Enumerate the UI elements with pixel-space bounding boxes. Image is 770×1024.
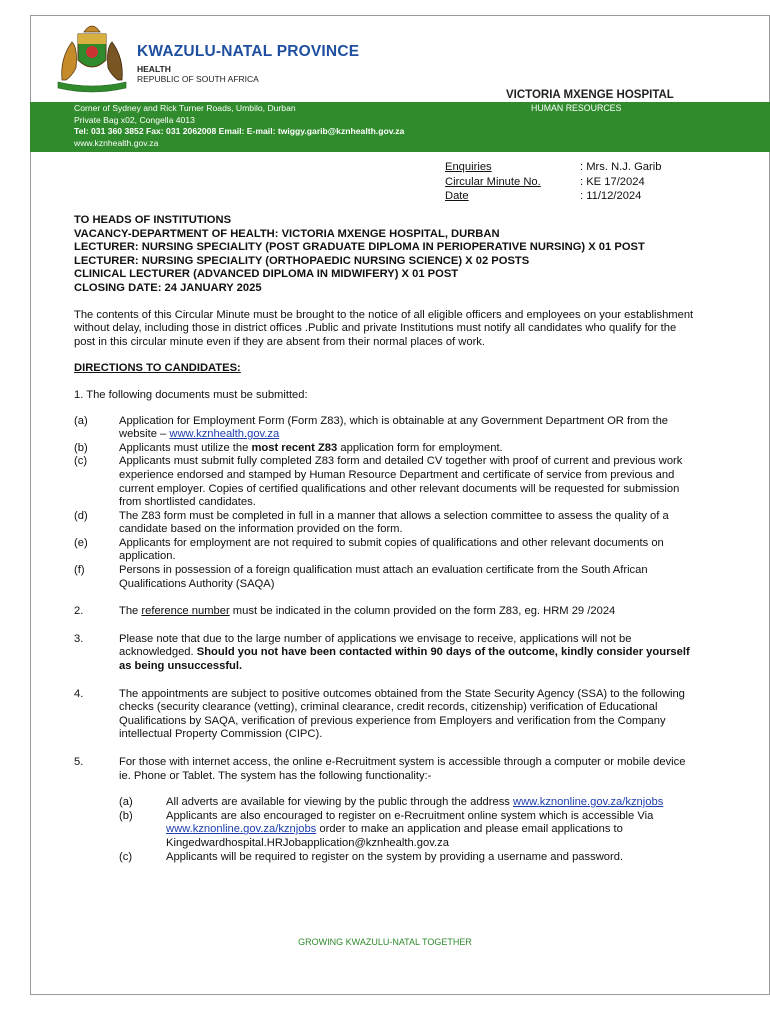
province-title: KWAZULU-NATAL PROVINCE bbox=[137, 43, 360, 60]
numbered-item-4 bbox=[74, 688, 699, 742]
unit-name: HUMAN RESOURCES bbox=[531, 103, 622, 113]
list-item-label: (a) bbox=[74, 414, 88, 427]
list-item-label: (c) bbox=[74, 455, 88, 468]
address-line-2: Private Bag x02, Congella 4013 bbox=[74, 114, 195, 125]
numbered-item-5 bbox=[74, 756, 699, 783]
documents-list bbox=[74, 415, 699, 592]
list-item-text: Applicants must utilize the most recent Z83 application form for employment. bbox=[119, 441, 503, 454]
enquiries-row bbox=[445, 160, 661, 175]
heading-line: LECTURER: NURSING SPECIALITY (ORTHOPAEDIC NURSING SCIENCE) X 02 POSTS bbox=[74, 254, 530, 267]
department-name: HEALTH bbox=[137, 64, 171, 74]
list-item-text: Applicants are also encouraged to register on e-Recruitment online system which is accessible Via www.kznonline.gov.za/kznjobs order to make an application and please email applications to Kingedwardhospital.HRJobapplication@kznhealth.gov.za bbox=[166, 809, 654, 849]
list-item bbox=[74, 442, 699, 456]
circular-label: Circular Minute No. bbox=[445, 175, 541, 188]
list-item-label: (b) bbox=[119, 809, 133, 822]
brand-block bbox=[137, 44, 359, 84]
list-item bbox=[119, 851, 699, 865]
contact-line bbox=[74, 126, 404, 138]
closing-date: CLOSING DATE: 24 JANUARY 2025 bbox=[74, 281, 262, 294]
list-item bbox=[74, 510, 699, 537]
list-item-label: (c) bbox=[119, 850, 133, 863]
circular-row bbox=[445, 175, 661, 190]
item-number: 5. bbox=[74, 756, 84, 768]
item-number: 2. bbox=[74, 605, 84, 618]
item-text: Please note that due to the large number of applications we envisage to receive, applications will not be acknowledged. Should you not have been contacted within 90 days of the outcome, kindly consider yourself as being unsuccessful. bbox=[119, 632, 690, 673]
list-item bbox=[119, 810, 699, 851]
item-number: 3. bbox=[74, 632, 84, 645]
list-item-text: All adverts are available for viewing by the public through the address www.kznonline.gov.za/kznjobs bbox=[166, 796, 664, 809]
intro-paragraph: The contents of this Circular Minute must be brought to the notice of all eligible officers and employees on your establishment without delay, including those in district offices .Public and private Institutions must notify all candidates who qualify for the post in this circular minute even if they are absent from their normal places of work. bbox=[74, 308, 694, 348]
heading-line: CLINICAL LECTURER (ADVANCED DIPLOMA IN MIDWIFERY) X 01 POST bbox=[74, 268, 459, 281]
item-1-intro: 1. The following documents must be submitted: bbox=[74, 388, 308, 401]
kznhealth-link[interactable]: www.kznhealth.gov.za bbox=[169, 428, 280, 441]
list-item-label: (a) bbox=[119, 796, 133, 809]
kznjobs-link[interactable]: www.kznonline.gov.za/kznjobs bbox=[166, 823, 317, 836]
list-item bbox=[119, 796, 699, 810]
item-text: The reference number must be indicated in the column provided on the form Z83, eg. HRM 29 /2024 bbox=[119, 605, 616, 618]
website-line: www.kznhealth.gov.za bbox=[74, 137, 159, 148]
kznjobs-link[interactable]: www.kznonline.gov.za/kznjobs bbox=[513, 796, 664, 809]
list-item-text: The Z83 form must be completed in full in a manner that allows a selection committee to assess the quality of a candidate based on the information provided on the form. bbox=[119, 509, 669, 536]
address-block bbox=[74, 103, 404, 149]
list-item-text: Applicants must submit fully completed Z83 form and detailed CV together with proof of current and previous work experience endorsed and stamped by Human Resource Department and certificate of service from previous and current employer. Copies of certified qualifications and other relevant documents will be requested for submission from shortlisted candidates. bbox=[119, 455, 683, 509]
date-row bbox=[445, 189, 661, 204]
list-item-text: Persons in possession of a foreign qualification must attach an evaluation certificate from the South African Qualifications Authority (SAQA) bbox=[119, 564, 648, 590]
enquiries-value: : Mrs. N.J. Garib bbox=[580, 161, 662, 173]
enquiries-label: Enquiries bbox=[445, 161, 492, 173]
list-item bbox=[74, 564, 699, 591]
enquiries-block bbox=[445, 160, 661, 204]
hospital-name: VICTORIA MXENGE HOSPITAL bbox=[506, 89, 674, 101]
list-item-text: Application for Employment Form (Form Z83), which is obtainable at any Government Department OR from the website – www.kznhealth.gov.za bbox=[119, 414, 669, 441]
list-item-text: Applicants for employment are not required to submit copies of qualifications and other relevant documents on application. bbox=[119, 536, 664, 563]
item-number: 4. bbox=[74, 687, 84, 700]
address-line-1: Corner of Sydney and Rick Turner Roads, Umbilo, Durban bbox=[74, 103, 296, 113]
list-item-label: (f) bbox=[74, 564, 85, 577]
republic-name: REPUBLIC OF SOUTH AFRICA bbox=[137, 74, 259, 84]
directions-title: DIRECTIONS TO CANDIDATES: bbox=[74, 362, 241, 375]
list-item bbox=[74, 455, 699, 509]
date-value: : 11/12/2024 bbox=[580, 190, 642, 203]
item-text: For those with internet access, the online e-Recruitment system is accessible through a computer or mobile device ie. Phone or Tablet. The system has the following functionality:- bbox=[119, 756, 686, 782]
list-item bbox=[74, 415, 699, 442]
functionality-list bbox=[119, 796, 699, 864]
numbered-item-3 bbox=[74, 633, 699, 674]
list-item bbox=[74, 537, 699, 564]
footer-slogan: GROWING KWAZULU-NATAL TOGETHER bbox=[298, 937, 472, 947]
circular-body bbox=[74, 214, 699, 864]
list-item-label: (b) bbox=[74, 441, 88, 454]
numbered-item-2 bbox=[74, 605, 699, 619]
coat-of-arms-logo bbox=[52, 18, 132, 96]
list-item-label: (d) bbox=[74, 509, 88, 522]
item-text: The appointments are subject to positive outcomes obtained from the State Security Agency (SSA) to the following checks (security clearance (vetting), criminal clearance, credit records, citizenship) verification of Educational Qualifications by SAQA, verification of previous experience from Employers and verification from the Company intellectual Property Commission (CIPC). bbox=[119, 687, 685, 741]
contact-details: Tel: 031 360 3852 Fax: 031 2062008 Email: E-mail: twiggy.garib@kznhealth.gov.za bbox=[74, 126, 405, 137]
circular-value: : KE 17/2024 bbox=[580, 175, 645, 188]
list-item-label: (e) bbox=[74, 536, 88, 549]
heading-line: VACANCY-DEPARTMENT OF HEALTH: VICTORIA MXENGE HOSPITAL, DURBAN bbox=[74, 227, 500, 240]
heading-line: TO HEADS OF INSTITUTIONS bbox=[74, 214, 232, 226]
heading-line: LECTURER: NURSING SPECIALITY (POST GRADUATE DIPLOMA IN PERIOPERATIVE NURSING) X 01 POST bbox=[74, 241, 645, 254]
list-item-text: Applicants will be required to register on the system by providing a username and password. bbox=[166, 850, 624, 863]
date-label: Date bbox=[445, 190, 469, 203]
